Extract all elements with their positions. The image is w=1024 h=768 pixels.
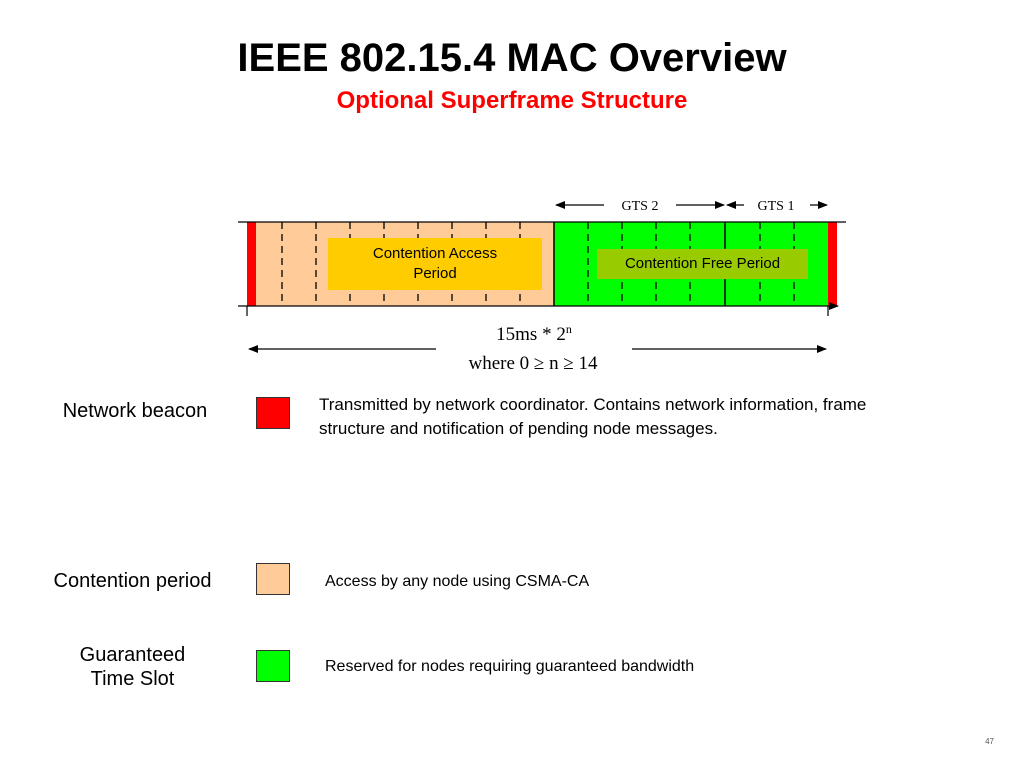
legend-label-contention: Contention period xyxy=(53,570,212,592)
beacon-segment-end xyxy=(828,222,837,306)
cap-label: Contention Access Period xyxy=(372,245,498,282)
cfp-label: Contention Free Period xyxy=(624,255,781,272)
duration-formula-exponent: n xyxy=(565,322,572,336)
legend-desc-beacon: Transmitted by network coordinator. Contains network information, frame structure and notification of pending node messages. xyxy=(319,395,867,438)
legend-desc-gts: Reserved for nodes requiring guaranteed bandwidth xyxy=(325,658,695,675)
page-number: 47 xyxy=(985,737,994,746)
beacon-segment-start xyxy=(247,222,256,306)
beacon-swatch xyxy=(256,397,290,429)
legend-desc-contention: Access by any node using CSMA-CA xyxy=(325,573,590,590)
gts1-label: GTS 1 xyxy=(757,199,795,214)
duration-formula-base: 15ms * 2 xyxy=(496,324,566,345)
contention-swatch xyxy=(256,563,290,595)
duration-constraint: where 0 ≥ n ≥ 14 xyxy=(468,353,598,374)
legend-label-beacon: Network beacon xyxy=(62,400,208,422)
page-title: IEEE 802.15.4 MAC Overview xyxy=(237,36,787,80)
duration-formula xyxy=(496,322,572,345)
gts-swatch xyxy=(256,650,290,682)
page-subtitle: Optional Superframe Structure xyxy=(336,87,688,114)
gts2-label: GTS 2 xyxy=(621,199,659,214)
legend-label-gts: Guaranteed Time Slot xyxy=(79,644,186,690)
